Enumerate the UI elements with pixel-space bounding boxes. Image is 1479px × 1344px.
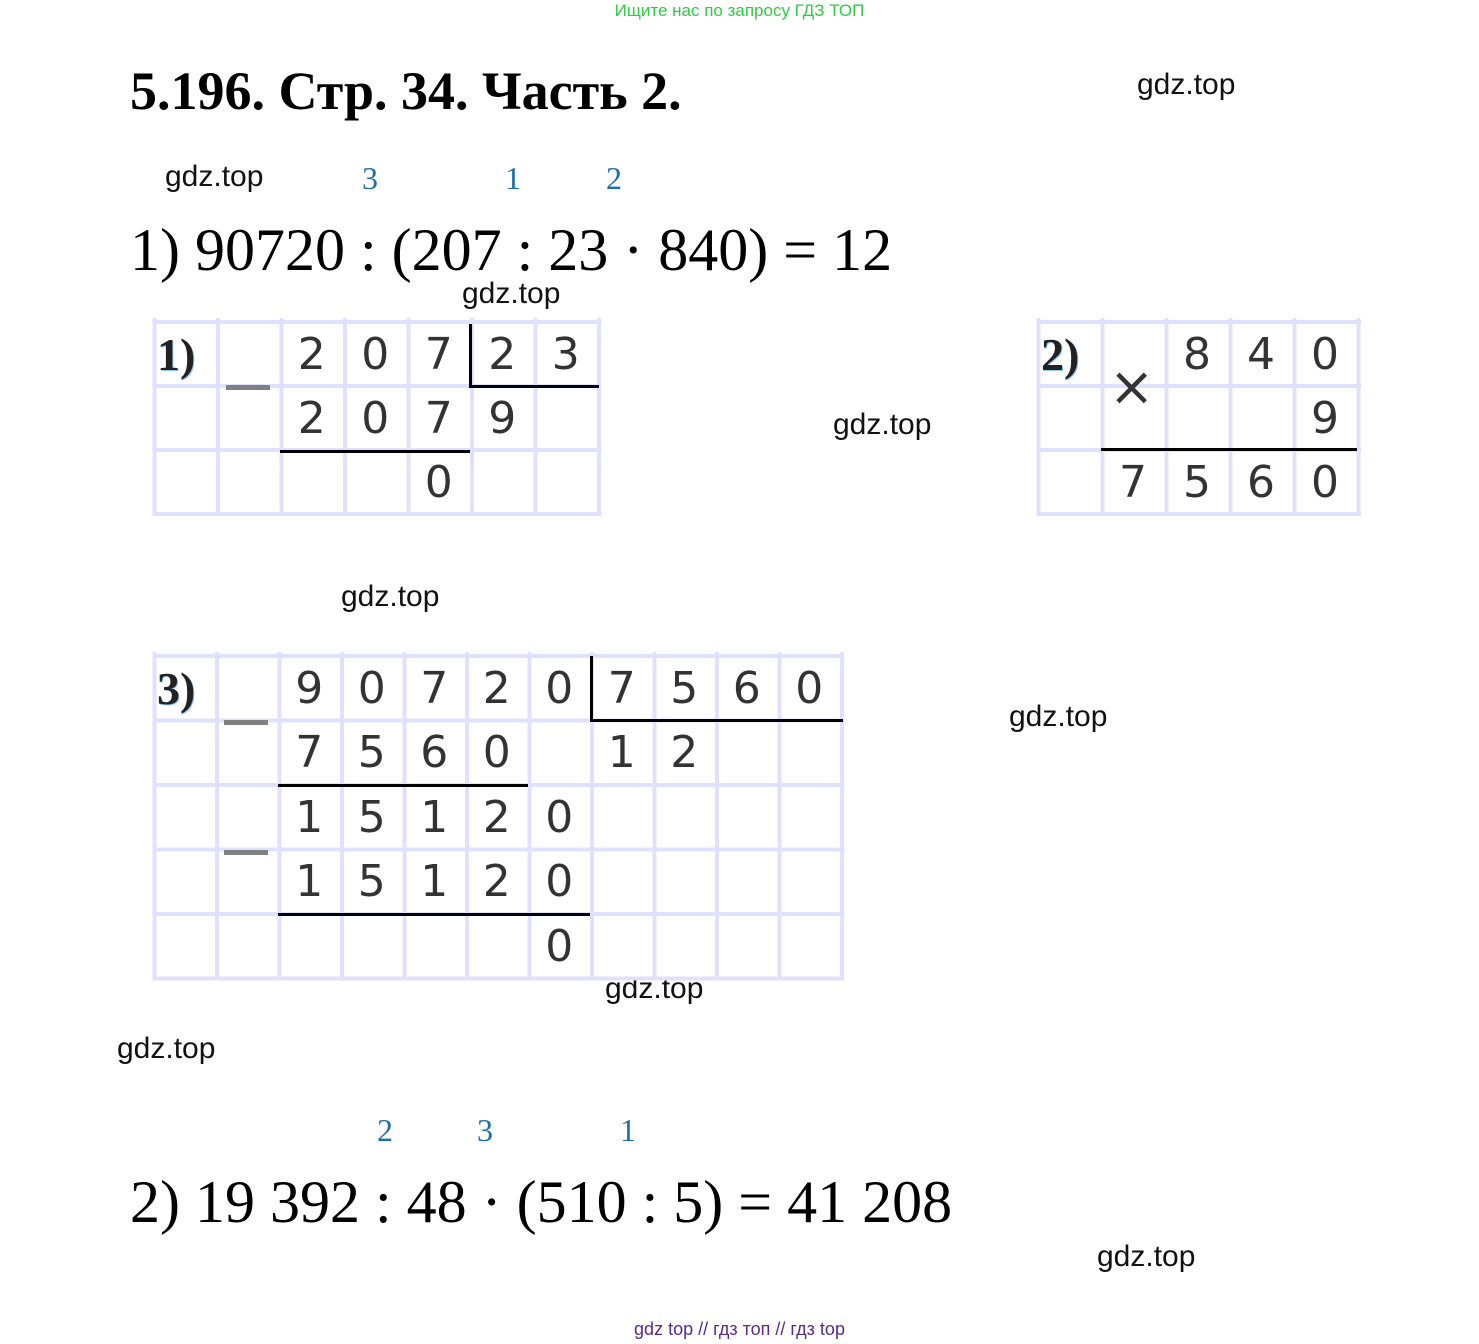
- digit-cell: 8: [1183, 328, 1211, 380]
- minus-sign-cell: [216, 785, 279, 850]
- operation-order-number: 3: [362, 160, 378, 196]
- empty-cell: [216, 850, 279, 915]
- digit-cell: 2: [482, 856, 511, 908]
- digit-cell: 0: [361, 328, 390, 380]
- digit-cell: [591, 850, 654, 915]
- product-line: [1101, 448, 1357, 451]
- digit-cell: 6: [732, 662, 761, 714]
- digit-cell: 0: [545, 662, 574, 714]
- digit-cell: 0: [545, 791, 574, 843]
- digit-cell: 7: [1119, 456, 1147, 508]
- digit-cell: 7: [424, 328, 453, 380]
- watermark: gdz.top: [462, 277, 561, 310]
- division-bracket-horizontal: [469, 385, 599, 388]
- digit-cell: [344, 450, 408, 514]
- division-bracket-vertical: [469, 324, 472, 388]
- digit-cell: 0: [1311, 456, 1339, 508]
- digit-cell: 6: [420, 727, 449, 779]
- digit-cell: [341, 914, 404, 979]
- digit-cell: [591, 914, 654, 979]
- digit-cell: 0: [545, 920, 574, 972]
- digit-cell: [534, 386, 598, 450]
- watermark: gdz.top: [341, 580, 440, 613]
- digit-cell: 0: [424, 456, 453, 508]
- digit-cell: 2: [482, 662, 511, 714]
- digit-cell: [278, 914, 341, 979]
- expression-2: 2) 19 392 : 48 · (510 : 5) = 41 208: [130, 1169, 953, 1235]
- page-title: 5.196. Стр. 34. Часть 2.: [130, 61, 682, 121]
- empty-cell: [216, 914, 279, 979]
- minus-sign: [224, 720, 268, 725]
- subtraction-line: [278, 784, 528, 787]
- digit-cell: [778, 914, 841, 979]
- digit-cell: 0: [1311, 328, 1339, 380]
- digit-cell: [716, 721, 779, 786]
- watermark: gdz.top: [833, 408, 932, 441]
- empty-cell: [153, 785, 216, 850]
- digit-cell: 2: [670, 727, 699, 779]
- digit-cell: 4: [1247, 328, 1275, 380]
- digit-cell: 9: [295, 662, 324, 714]
- empty-cell: [1037, 386, 1101, 450]
- empty-cell: [153, 386, 217, 450]
- empty-cell: [1037, 450, 1101, 514]
- digit-cell: 5: [357, 856, 386, 908]
- watermark: gdz.top: [165, 160, 264, 193]
- watermark: gdz.top: [1097, 1240, 1196, 1273]
- digit-cell: 0: [357, 662, 386, 714]
- digit-cell: 1: [420, 791, 449, 843]
- digit-cell: 1: [295, 856, 324, 908]
- digit-cell: 0: [482, 727, 511, 779]
- division-grid-3: [153, 656, 841, 979]
- digit-cell: 2: [488, 328, 517, 380]
- multiplication-sign-icon: ×: [1109, 355, 1155, 418]
- digit-cell: 1: [295, 791, 324, 843]
- multiplication-grid-2: [1037, 322, 1357, 514]
- digit-cell: 5: [1183, 456, 1211, 508]
- digit-cell: 0: [545, 856, 574, 908]
- digit-cell: 2: [482, 791, 511, 843]
- digit-cell: [653, 785, 716, 850]
- operation-order-number: 2: [606, 160, 622, 196]
- empty-cell: [153, 850, 216, 915]
- operation-order-number: 2: [377, 1112, 393, 1148]
- digit-cell: 1: [607, 727, 636, 779]
- digit-cell: 0: [795, 662, 824, 714]
- digit-cell: [716, 785, 779, 850]
- minus-sign-cell: [216, 656, 279, 721]
- step-label: 2): [1041, 328, 1080, 380]
- digit-cell: [471, 450, 535, 514]
- digit-cell: 7: [420, 662, 449, 714]
- digit-cell: [403, 914, 466, 979]
- digit-cell: [716, 914, 779, 979]
- step-label: 3): [157, 662, 196, 714]
- digit-cell: [534, 450, 598, 514]
- digit-cell: [1229, 386, 1293, 450]
- digit-cell: 7: [424, 392, 453, 444]
- subtraction-line: [280, 450, 470, 453]
- digit-cell: 5: [357, 727, 386, 779]
- digit-cell: 9: [488, 392, 517, 444]
- digit-cell: [1165, 386, 1229, 450]
- minus-sign: [224, 850, 268, 855]
- watermark: gdz.top: [1137, 68, 1236, 101]
- digit-cell: [528, 721, 591, 786]
- division-grid-1: [153, 322, 598, 514]
- division-bracket-vertical: [590, 656, 593, 721]
- digit-cell: [591, 785, 654, 850]
- digit-cell: 3: [551, 328, 580, 380]
- digit-cell: 7: [607, 662, 636, 714]
- digit-cell: 0: [361, 392, 390, 444]
- digit-cell: 6: [1247, 456, 1275, 508]
- expression-1: 1) 90720 : (207 : 23 · 840) = 12: [130, 217, 893, 283]
- operation-order-number: 1: [505, 160, 521, 196]
- digit-cell: 9: [1311, 392, 1339, 444]
- digit-cell: 7: [295, 727, 324, 779]
- digit-cell: [778, 850, 841, 915]
- operation-order-number: 3: [477, 1112, 493, 1148]
- digit-cell: 5: [357, 791, 386, 843]
- division-bracket-horizontal: [590, 719, 843, 722]
- digit-cell: [716, 850, 779, 915]
- empty-cell: [153, 721, 216, 786]
- empty-cell: [217, 450, 281, 514]
- empty-cell: [153, 914, 216, 979]
- subtraction-line: [278, 913, 590, 916]
- empty-cell: [153, 450, 217, 514]
- digit-cell: 2: [297, 392, 326, 444]
- digit-cell: [280, 450, 344, 514]
- step-label: 1): [157, 328, 196, 380]
- digit-cell: 5: [670, 662, 699, 714]
- minus-sign-cell: [217, 322, 281, 386]
- digit-cell: 2: [297, 328, 326, 380]
- watermark: gdz.top: [1009, 700, 1108, 733]
- digit-cell: [653, 914, 716, 979]
- operation-order-number: 1: [620, 1112, 636, 1148]
- digit-cell: [466, 914, 529, 979]
- empty-cell: [216, 721, 279, 786]
- watermark: gdz.top: [605, 972, 704, 1005]
- digit-cell: [778, 785, 841, 850]
- empty-cell: [217, 386, 281, 450]
- digit-cell: 1: [420, 856, 449, 908]
- watermark: gdz.top: [117, 1032, 216, 1065]
- footer-watermark: gdz top // гдз топ // гдз top: [634, 1319, 845, 1339]
- digit-cell: [653, 850, 716, 915]
- minus-sign: [226, 385, 270, 390]
- digit-cell: [778, 721, 841, 786]
- top-banner: Ищите нас по запросу ГДЗ ТОП: [614, 1, 865, 20]
